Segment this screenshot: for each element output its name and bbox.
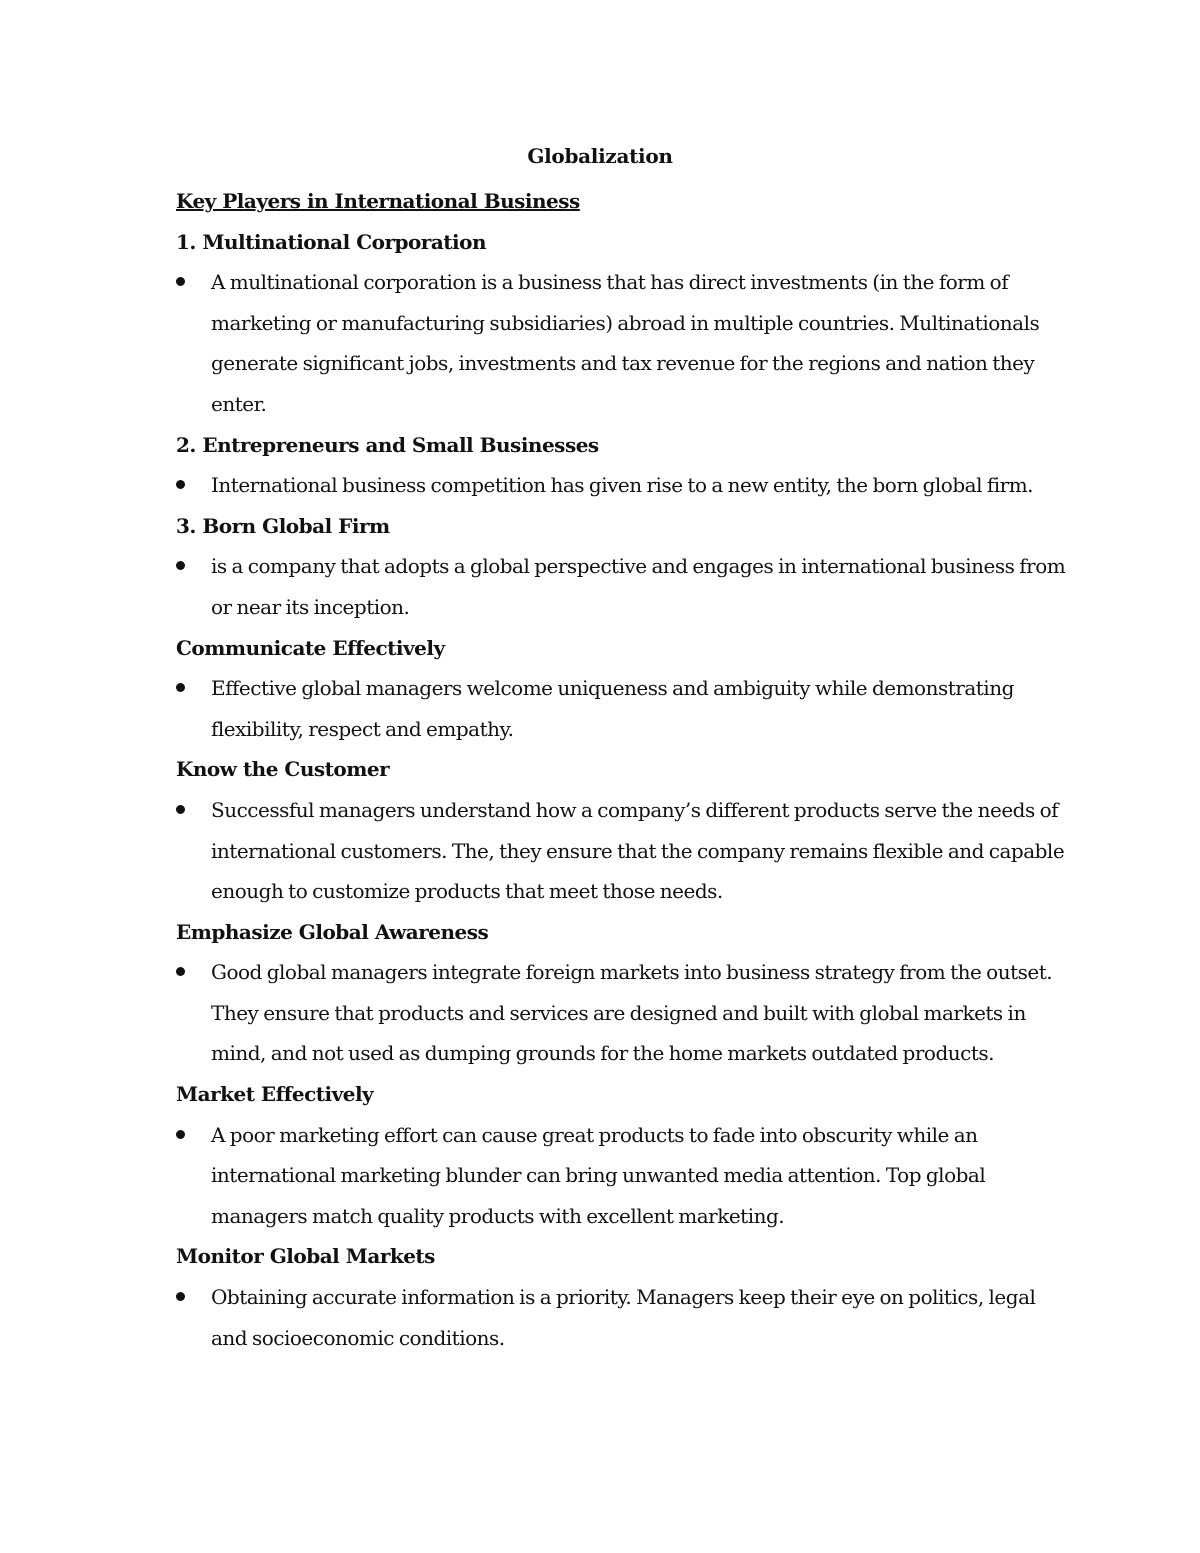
bullet-text: A multinational corporation is a business that has direct investments (in the form of marketing or manufacturing subsidiaries) abroad in multiple countries. Multinationals generate significant jobs, investments and tax revenue for the regions and nation they enter. [211,270,1040,416]
bullet-text: Obtaining accurate information is a priority. Managers keep their eye on politics, legal and socioeconomic conditions. [211,1285,1036,1350]
bullet-list [176,465,1076,506]
bullet-list [176,546,1076,627]
document-title: Globalization [527,144,673,168]
bullet-icon [176,480,185,489]
bullet-text: is a company that adopts a global perspective and engages in international business from or near its inception. [211,554,1066,619]
section-heading-multinational-corporation: 1. Multinational Corporation [176,229,487,254]
bullet-text: A poor marketing effort can cause great products to fade into obscurity while an international marketing blunder can bring unwanted media attention. Top global managers match quality products with excellent marketing. [211,1122,986,1228]
bullet-text: Good global managers integrate foreign markets into business strategy from the outset. They ensure that products and services are designed and built with global markets in mind, and not used as dumping grounds for the home markets outdated products. [211,960,1053,1066]
list-item [176,790,1076,912]
list-item [176,1277,1076,1358]
bullet-text: International business competition has given rise to a new entity, the born global firm. [211,473,1034,498]
main-heading: Key Players in International Business [176,189,580,213]
bullet-list [176,1277,1076,1358]
bullet-icon [176,967,185,976]
bullet-icon [176,683,185,692]
section-heading-born-global-firm: 3. Born Global Firm [176,513,390,538]
section-heading-know-the-customer: Know the Customer [176,757,390,782]
section-heading-monitor-global-markets: Monitor Global Markets [176,1244,435,1269]
bullet-icon [176,561,185,570]
section-heading-global-awareness: Emphasize Global Awareness [176,919,489,944]
bullet-list [176,952,1076,1074]
section-heading-communicate-effectively: Communicate Effectively [176,635,445,660]
list-item [176,952,1076,1074]
list-item [176,546,1076,627]
document-body [176,181,1076,1358]
section-heading-market-effectively: Market Effectively [176,1082,374,1107]
bullet-list [176,262,1076,424]
list-item [176,465,1076,506]
list-item [176,1115,1076,1237]
list-item [176,668,1076,749]
bullet-icon [176,1130,185,1139]
bullet-list [176,668,1076,749]
bullet-icon [176,1292,185,1301]
bullet-icon [176,277,185,286]
list-item [176,262,1076,424]
section-heading-entrepreneurs: 2. Entrepreneurs and Small Businesses [176,432,599,457]
bullet-icon [176,805,185,814]
bullet-list [176,790,1076,912]
bullet-list [176,1115,1076,1237]
bullet-text: Effective global managers welcome uniqueness and ambiguity while demonstrating flexibility, respect and empathy. [211,676,1014,741]
bullet-text: Successful managers understand how a company’s different products serve the needs of international customers. The, they ensure that the company remains flexible and capable enough to customize products that meet those needs. [211,797,1065,904]
